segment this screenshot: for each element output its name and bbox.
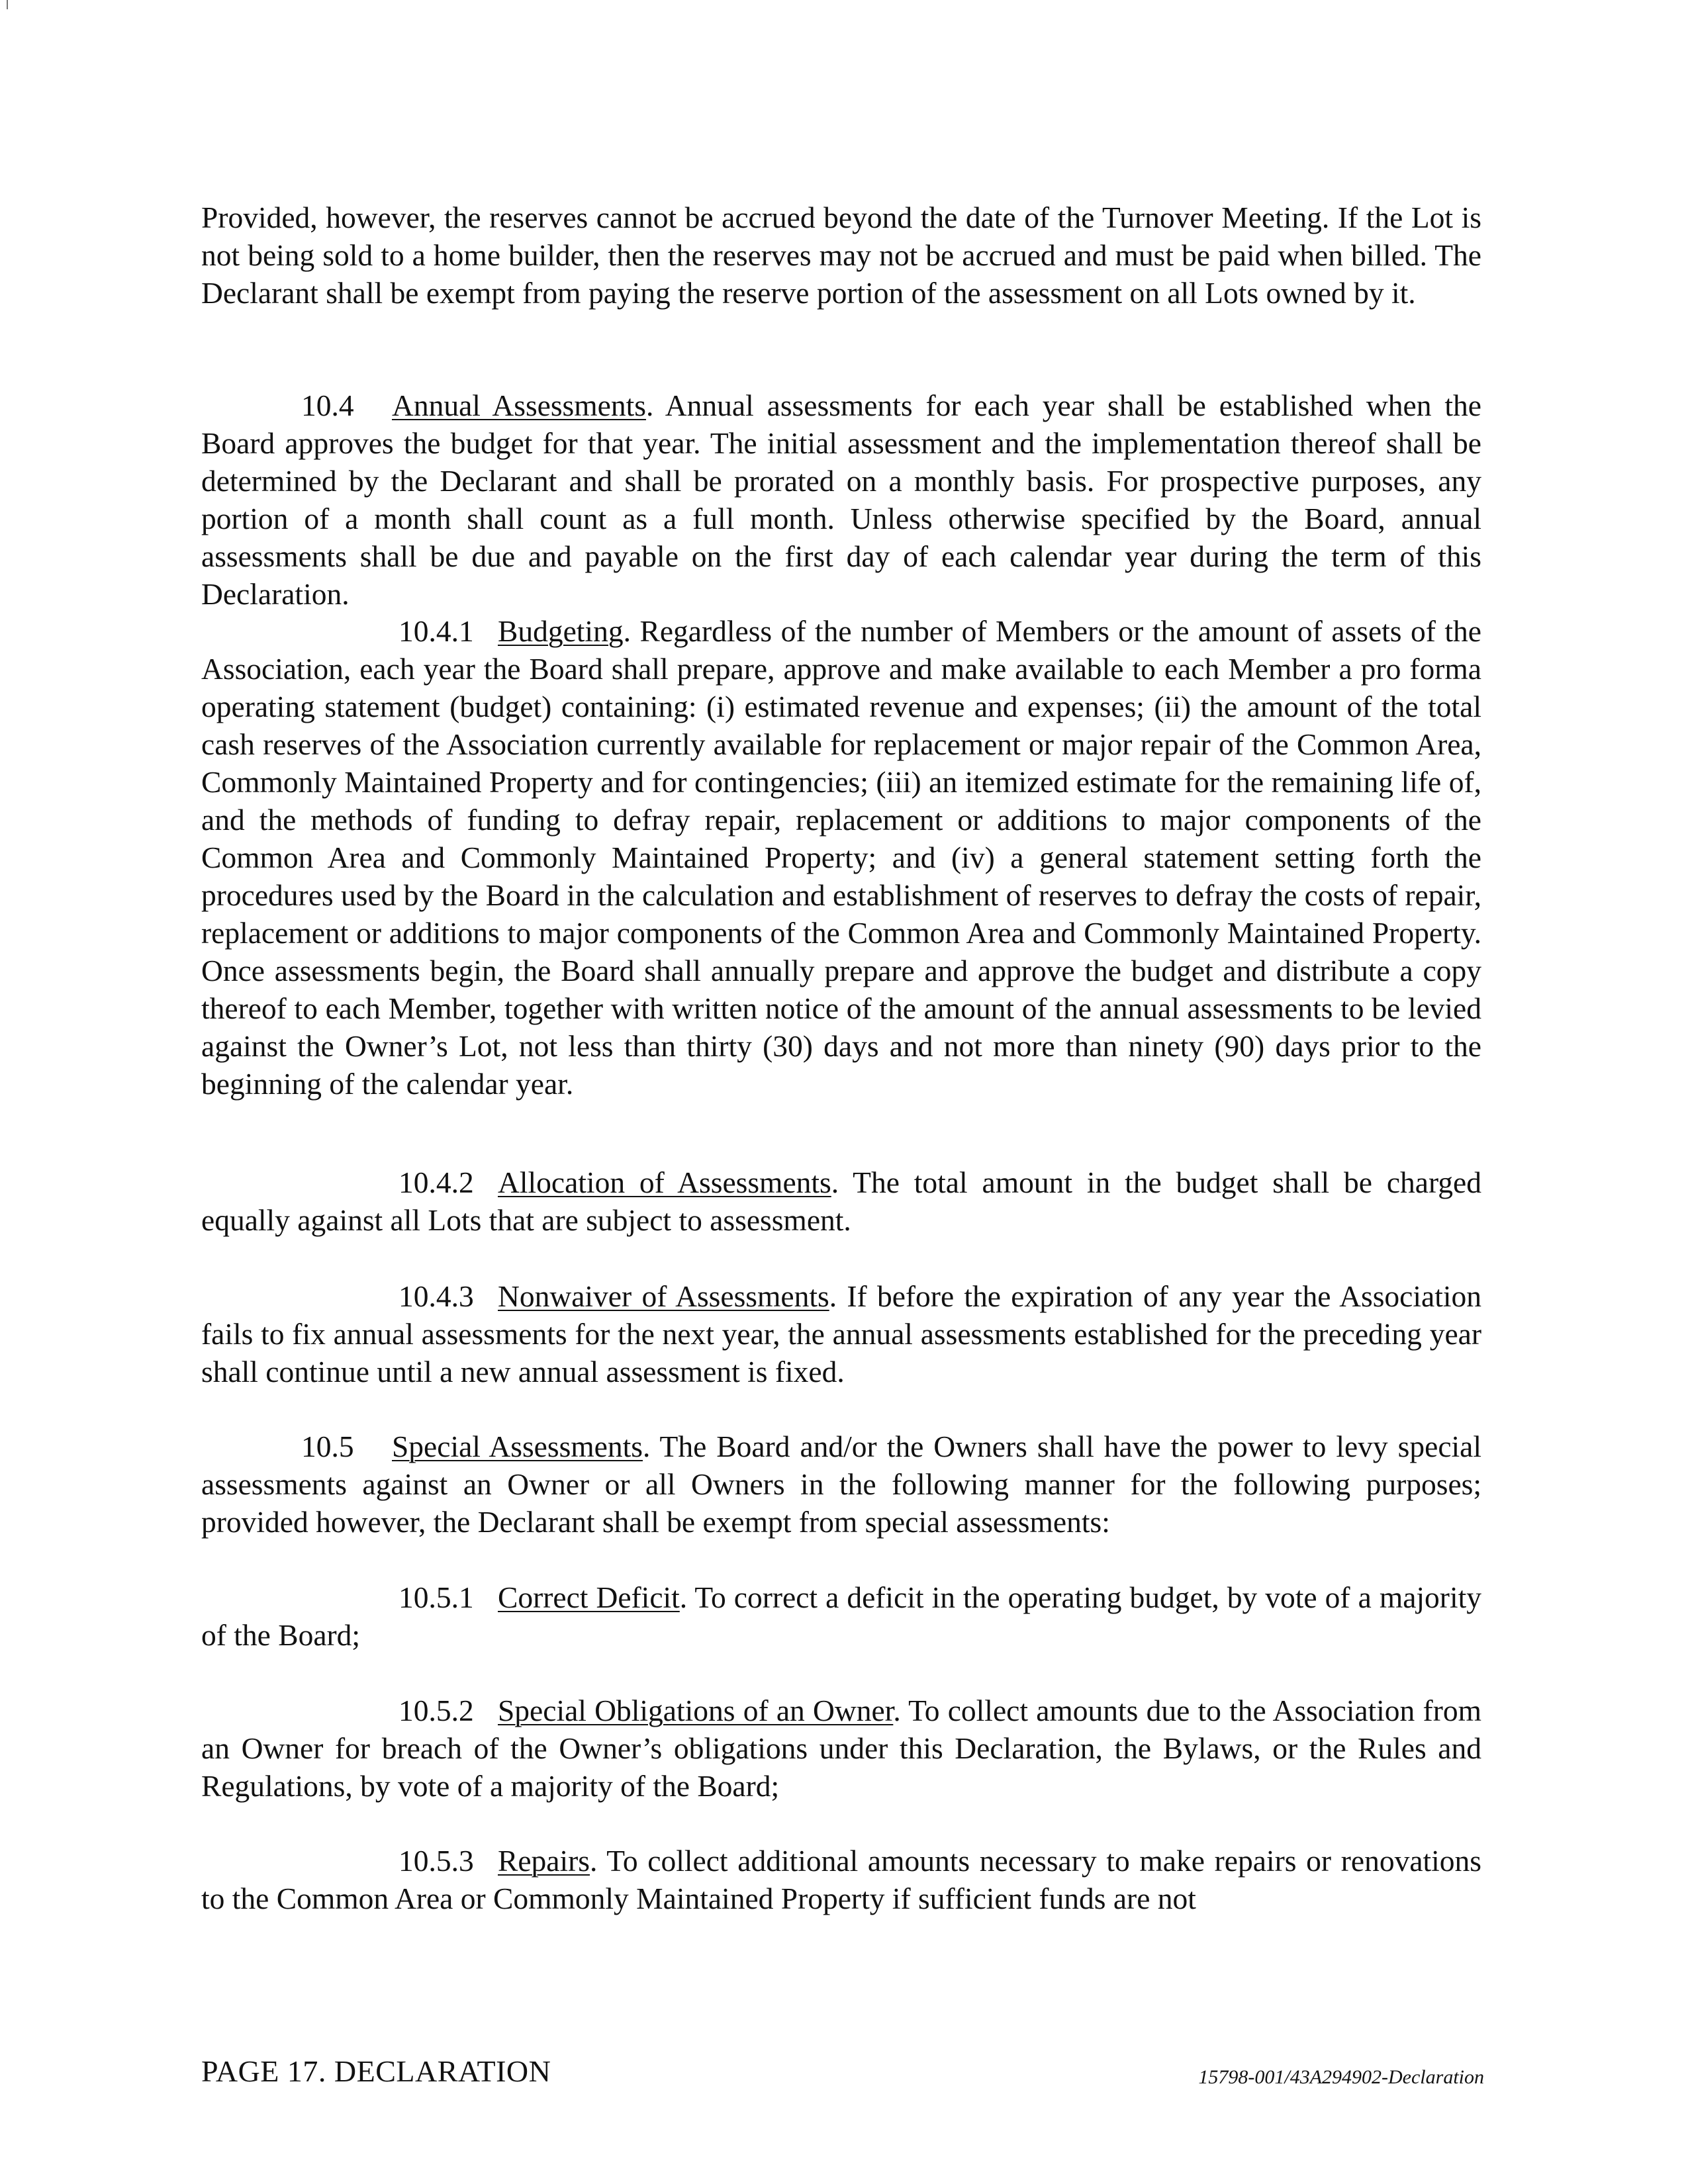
section-10-5-3 [201, 1842, 1481, 1917]
section-body: . The total amount in the budget shall be charged equally against all Lots that are subject to assessment. [201, 1165, 1481, 1237]
section-body: . To collect additional amounts necessary to make repairs or renovations to the Common Area or Commonly Maintained Property if sufficient funds are not [201, 1844, 1481, 1915]
section-heading: Repairs [498, 1844, 590, 1878]
paragraph-reserves-continued [201, 199, 1481, 312]
section-heading: Budgeting [498, 614, 624, 648]
section-10-5-1 [201, 1578, 1481, 1654]
section-number: 10.4.3 [399, 1279, 474, 1313]
section-body: . Regardless of the number of Members or the amount of assets of the Association, each year the Board shall prepare, approve and make available to each Member a pro forma operating statement (budget) containing: (i) estimated revenue and expenses; (ii) the amount of the total cash reserves of the Association currently available for replacement or major repair of the Common Area, Commonly Maintained Property and for contingencies; (iii) an itemized estimate for the remaining life of, and the methods of funding to defray repair, replacement or additions to major components of the Common Area and Commonly Maintained Property; and (iv) a general statement setting forth the procedures used by the Board in the calculation and establishment of reserves to defray the costs of repair, replacement or additions to major components of the Common Area and Commonly Maintained Property. Once assessments begin, the Board shall annually prepare and approve the budget and distribute a copy thereof to each Member, together with written notice of the amount of the annual assessments to be levied against the Owner’s Lot, not less than thirty (30) days and not more than ninety (90) days prior to the beginning of the calendar year. [201, 614, 1481, 1101]
section-10-4 [201, 387, 1481, 613]
section-heading: Annual Assessments [392, 388, 646, 422]
section-10-4-2 [201, 1163, 1481, 1239]
section-heading: Special Assessments [392, 1430, 643, 1463]
page-footer-label: PAGE 17. DECLARATION [201, 2054, 551, 2088]
section-heading: Correct Deficit [498, 1580, 680, 1614]
section-10-5 [201, 1428, 1481, 1541]
section-body: . Annual assessments for each year shall be established when the Board approves the budget for that year. The initial assessment and the implementation thereof shall be determined by the Declarant and shall be prorated on a monthly basis. For prospective purposes, any portion of a month shall count as a full month. Unless otherwise specified by the Board, annual assessments shall be due and payable on the first day of each calendar year during the term of this Declaration. [201, 388, 1481, 611]
section-number: 10.4.1 [399, 614, 474, 648]
section-heading: Special Obligations of an Owner [498, 1694, 894, 1727]
section-heading: Nonwaiver of Assessments [498, 1279, 829, 1313]
section-number: 10.5 [301, 1430, 354, 1463]
section-heading: Allocation of Assessments [498, 1165, 831, 1199]
section-10-5-2 [201, 1692, 1481, 1805]
section-10-4-3 [201, 1277, 1481, 1390]
section-number: 10.5.2 [399, 1694, 474, 1727]
paragraph-text: Provided, however, the reserves cannot be accrued beyond the date of the Turnover Meeting. If the Lot is not being sold to a home builder, then the reserves may not be accrued and must be paid when billed. The Declarant shall be exempt from paying the reserve portion of the assessment on all Lots owned by it. [201, 201, 1481, 310]
section-body: . To collect amounts due to the Association from an Owner for breach of the Owner’s obligations under this Declaration, the Bylaws, or the Rules and Regulations, by vote of a majority of the Board; [201, 1694, 1481, 1803]
section-number: 10.5.3 [399, 1844, 474, 1878]
section-body: . The Board and/or the Owners shall have the power to levy special assessments against an Owner or all Owners in the following manner for the following purposes; provided however, the Declarant shall be exempt from special assessments: [201, 1430, 1481, 1539]
section-number: 10.4.2 [399, 1165, 474, 1199]
section-body: . To correct a deficit in the operating budget, by vote of a majority of the Board; [201, 1580, 1481, 1652]
section-10-4-1 [201, 612, 1481, 1103]
section-body: . If before the expiration of any year the Association fails to fix annual assessments for the next year, the annual assessments established for the preceding year shall continue until a new annual assessment is fixed. [201, 1279, 1481, 1388]
section-number: 10.5.1 [399, 1580, 474, 1614]
scan-mark [7, 0, 8, 9]
document-id: 15798-001/43A294902-Declaration [1198, 2066, 1484, 2088]
section-number: 10.4 [301, 388, 354, 422]
